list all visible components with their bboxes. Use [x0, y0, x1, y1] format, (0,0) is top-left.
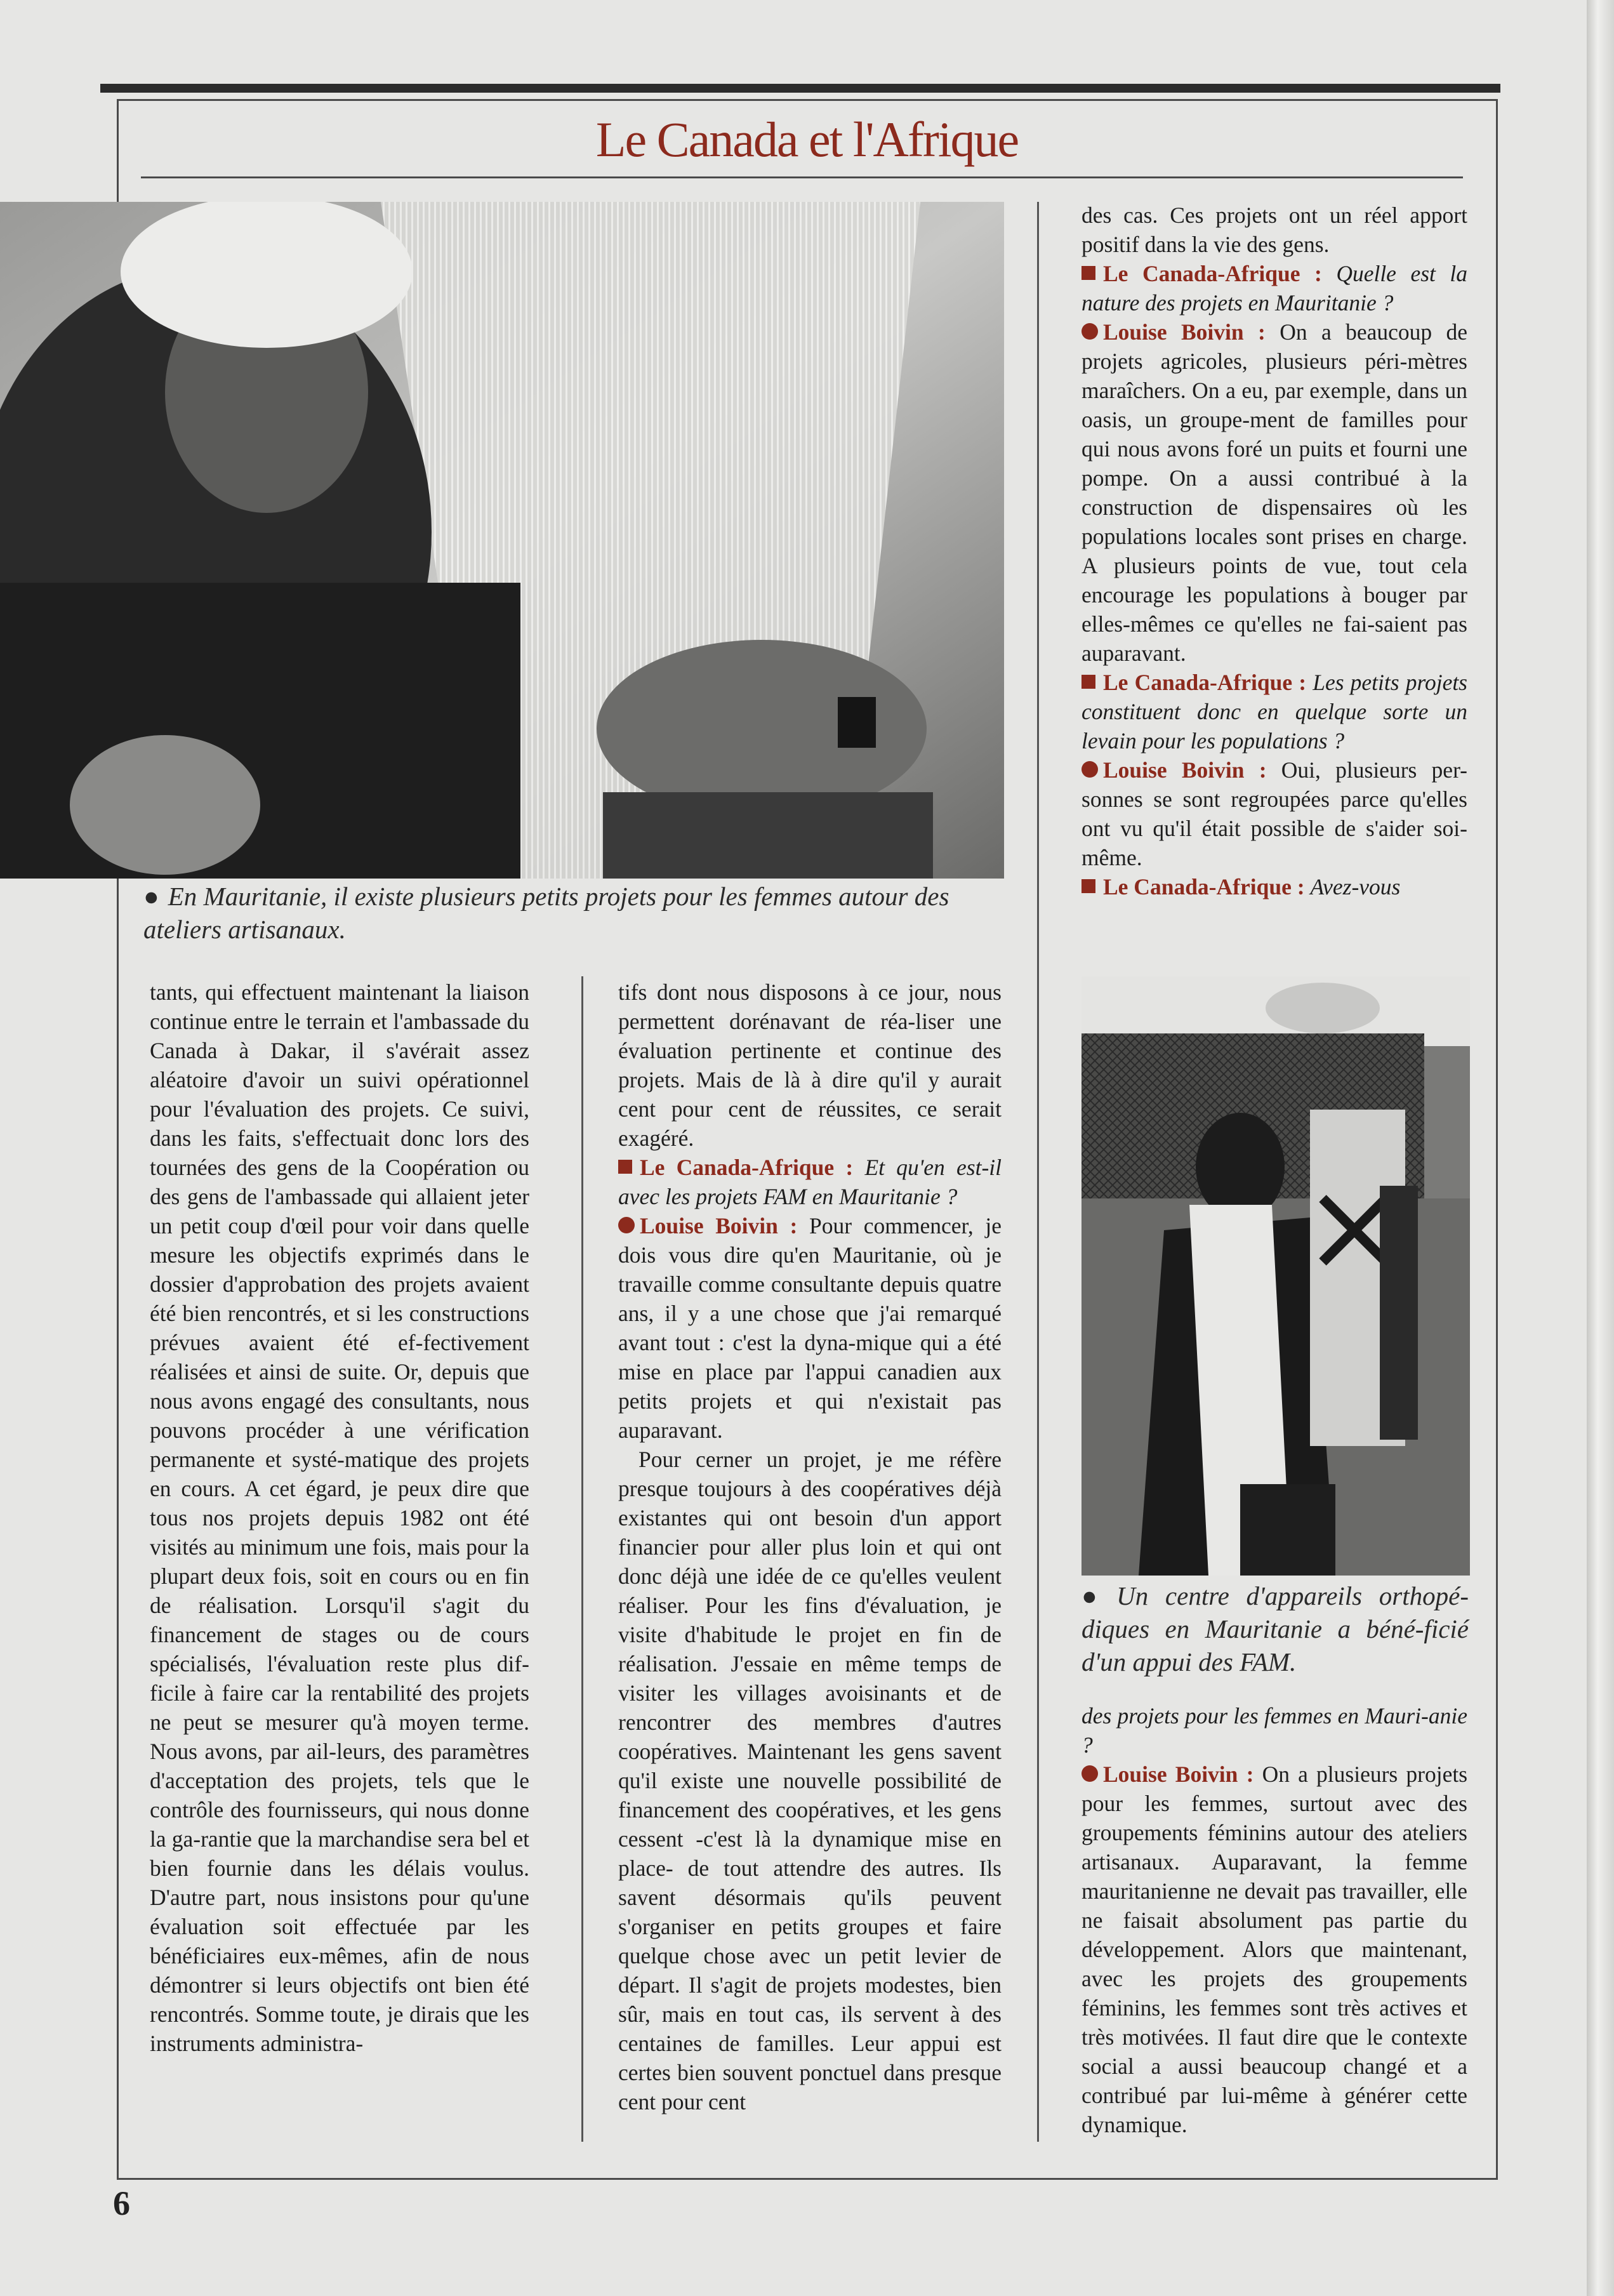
- question-4-end: des projets pour les femmes en Mauri-anie ?: [1082, 1703, 1467, 1758]
- photo-weaving: [0, 202, 1004, 879]
- answer-circle-icon: [1082, 323, 1098, 340]
- article-column-1: [150, 978, 529, 2058]
- photo-weaving-image: [0, 202, 1004, 879]
- answer-circle-icon: [1082, 761, 1098, 778]
- answer-4: Louise Boivin : On a plusieurs projets pour les femmes, surtout avec des groupements féminins autour des ateliers artisanaux. Auparavant, la femme mauritanienne ne devait pas travailler, elle ne faisait absolument pas partie du développement. Alors que maintenant, avec les projets des groupements féminins, les femmes sont très actives et très motivées. Il faut dire que le contexte social a aussi beaucoup changé et a contribué par lui-même à générer cette dynamique.: [1082, 1762, 1468, 2137]
- column1-paragraph: tants, qui effectuent maintenant la liaison continue entre le terrain et l'ambassade du Canada à Dakar, il s'avérait assez aléatoire d'avoir un suivi opérationnel pour l'évaluation des projets. Ce suivi, dans les faits, s'effectuait donc lors des tournées des gens de la Coopération ou des gens de l'ambassade qui allaient jeter un petit coup d'œil pour voir dans quelle mesure les objectifs exprimés dans le dossier d'approbation des projets avaient été bien rencontrés, et si les constructions prévues avaient été ef-fectivement réalisées et ainsi de suite. Or, depuis que nous avons engagé des consultants, nous pouvons procéder à une vérification permanente et systé-matique des projets en cours. A cet égard, je peux dire que tous nos projets depuis 1982 ont été visités au minimum une fois, mais pour la plupart deux fois, soit en cours ou en fin de réalisation. Lorsqu'il s'agit du financement de stages ou de cours spécialisés, l'évaluation reste plus dif-ficile à faire car la rentabilité des projets ne peut se mesurer qu'à moyen terme. Nous avons, par ail-leurs, des paramètres d'acceptation des projets, tels que le contrôle des fournisseurs, qui nous donne la ga-rantie que la marchandise sera bel et bien fournie dans les délais voulus. D'autre part, nous insistons pour qu'une évaluation soit effectuée par les bénéficiaires eux-mêmes, afin de nous démontrer si leurs objectifs ont bien été rencontrés. Somme toute, je dirais que les instruments administra-: [150, 979, 529, 2056]
- photo-orthopedic: [1082, 976, 1470, 1576]
- answer-2: Louise Boivin : On a beaucoup de projets agricoles, plusieurs péri-mètres maraîchers. On a eu, par exemple, dans un oasis, un groupe-ment de familles pour qui nous avons foré un puits et fourni une pompe. On a aussi contribué à la construction de dispensaires où les populations locales sont prises en charge. A plusieurs points de vue, tout cela encourage les populations à bouger par elles-mêmes ce qu'elles ne fai-saient pas auparavant.: [1082, 319, 1467, 666]
- question-1: Le Canada-Afrique : Et qu'en est-il avec les projets FAM en Mauritanie ?: [618, 1155, 1002, 1209]
- page-spine: [1587, 0, 1614, 2296]
- column-divider-1: [581, 976, 583, 2142]
- column-divider-2: [1037, 202, 1039, 2142]
- question-3: Le Canada-Afrique : Les petits projets constituent donc en quelque sorte un levain pour les populations ?: [1082, 670, 1467, 753]
- answer-3: Louise Boivin : Oui, plusieurs per-sonnes se sont regroupées parce qu'elles ont vu qu'il était possible de s'aider soi-même.: [1082, 757, 1467, 870]
- answer-circle-icon: [618, 1217, 635, 1233]
- caption-bullet-icon: ●: [143, 882, 159, 911]
- answer-circle-icon: [1082, 1765, 1098, 1782]
- caption-bullet-icon: ●: [1082, 1581, 1108, 1610]
- article-column-2: [618, 978, 1002, 2116]
- answer-1: Louise Boivin : Pour commencer, je dois vous dire qu'en Mauritanie, où je travaille comme consultante depuis quatre ans, il y a une chose que j'ai remarqué avant tout : c'est la dyna-mique qui a été mise en place par l'appui canadien aux petits projets et qui n'existait pas auparavant.: [618, 1213, 1002, 1443]
- question-square-icon: [1082, 675, 1095, 689]
- article-column-3-bottom: [1082, 1701, 1467, 2139]
- column2-paragraph-1: tifs dont nous disposons à ce jour, nous permettent dorénavant de réa-liser une évaluation pertinente et continue des projets. Mais de là à dire qu'il y aurait cent pour cent de réussites, ce serait exagéré.: [618, 979, 1002, 1151]
- question-2: Le Canada-Afrique : Quelle est la nature des projets en Mauritanie ?: [1082, 261, 1467, 315]
- caption-orthopedic: ● Un centre d'appareils orthopé-diques en Mauritanie a béné-ficié d'un appui des FAM.: [1082, 1581, 1469, 1676]
- question-square-icon: [1082, 879, 1095, 893]
- caption-weaving: ● En Mauritanie, il existe plusieurs petits projets pour les femmes autour des ateliers artisanaux.: [143, 882, 949, 944]
- page-number: 6: [113, 2184, 130, 2222]
- column2-paragraph-2: Pour cerner un projet, je me réfère presque toujours à des coopératives déjà existantes qui ont besoin d'un apport financier pour aller plus loin et qui ont donc déjà une idée de ce qu'elles veulent réaliser. Pour les fins d'évaluation, je visite d'habitude le projet en fin de réalisation. J'essaie en même temps de visiter les villages avoisinants et de rencontrer des membres d'autres coopératives. Maintenant les gens savent qu'il existe une nouvelle possibilité de financement des coopératives, et les gens cessent -c'est là la dynamique mise en place- de tout attendre des autres. Ils savent désormais qu'ils peuvent s'organiser en petits groupes et faire quelque chose avec un petit levier de départ. Il s'agit de projets modestes, bien sûr, mais en tout cas, ils servent à des centaines de familles. Leur appui est certes bien souvent ponctuel dans presque cent pour cent: [618, 1447, 1002, 2114]
- section-title: Le Canada et l'Afrique: [595, 112, 1019, 167]
- photo-orthopedic-image: [1082, 976, 1470, 1576]
- article-column-3-top: [1082, 201, 1467, 901]
- question-square-icon: [1082, 266, 1095, 280]
- question-square-icon: [618, 1160, 632, 1174]
- column3-paragraph-1: des cas. Ces projets ont un réel apport positif dans la vie des gens.: [1082, 202, 1467, 257]
- top-rule: [100, 84, 1500, 93]
- title-rule: [141, 176, 1463, 178]
- question-4-start: Le Canada-Afrique : Avez-vous: [1082, 872, 1467, 901]
